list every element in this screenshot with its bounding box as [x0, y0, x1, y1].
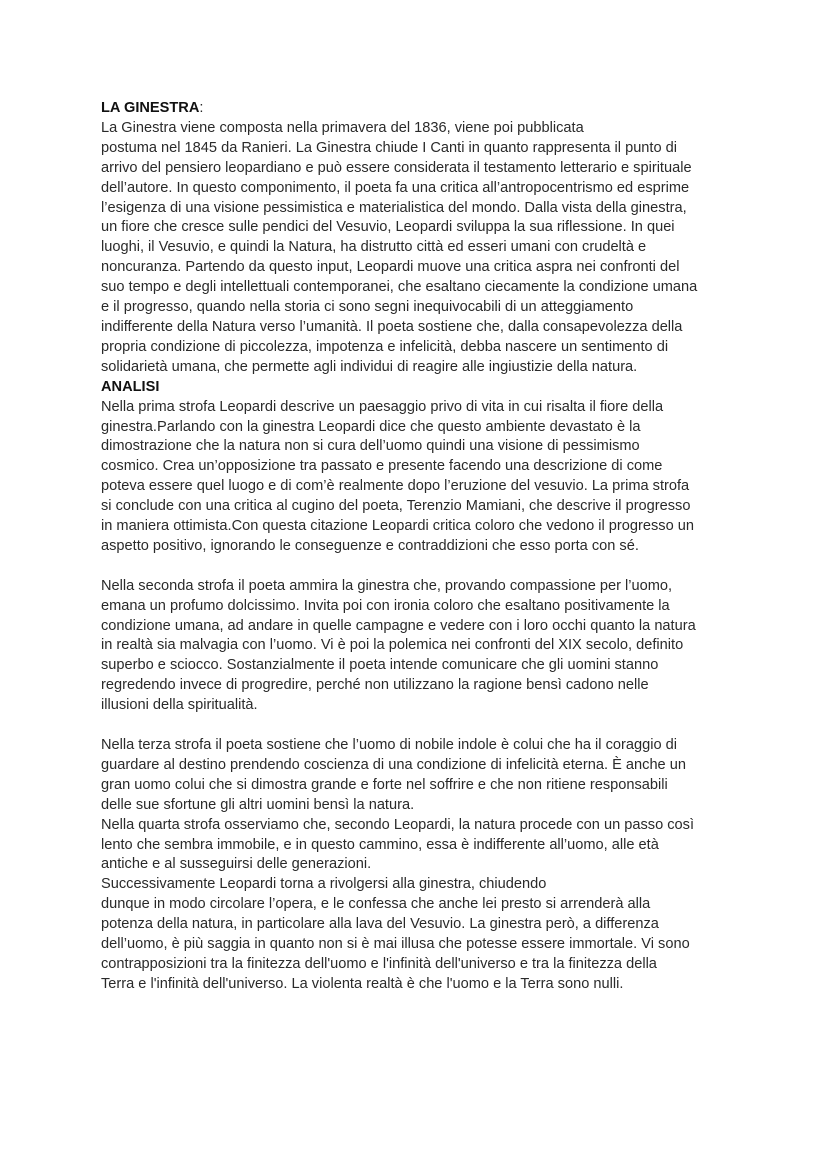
analysis-paragraph-3: Nella terza strofa il poeta sostiene che l’uomo di nobile indole è colui che ha il coraggio di guardare al destino prendendo coscienza di una condizione di infelicità eterna. È anche un gran uomo colui che si dimostra grande e forte nel soffrire e che non ritiene responsabili delle sue sfortune gli altri uomini bensì la natura. — [101, 736, 686, 813]
analysis-paragraph-2: Nella seconda strofa il poeta ammira la ginestra che, provando compassione per l’uomo, emana un profumo dolcissimo. Invita poi con ironia coloro che esaltano positivamente la condizione umana, ad andare in quelle campagne e vedere con i loro occhi quanto la natura in realtà sia malvagia con l’uomo. Vi è poi la polemica nei confronti del XIX secolo, definito superbo e sciocco. Sostanzialmente il poeta intende comunicare che gli uomini stanno regredendo invece di progredire, perché non utilizzano la ragione bensì cadono nelle illusioni della spiritualità. — [101, 577, 696, 714]
intro-paragraph: La Ginestra viene composta nella primavera del 1836, viene poi pubblicata postuma nel 1845 da Ranieri. La Ginestra chiude I Canti in quanto rappresenta il punto di arrivo del pensiero leopardiano e può essere considerata il testamento letterario e spirituale dell’autore. In questo componimento, il poeta fa una critica all’antropocentrismo ed esprime l’esigenza di una visione pessimistica e materialistica del mondo. Dalla vista della ginestra, un fiore che cresce sulle pendici del Vesuvio, Leopardi sviluppa la sua riflessione. In quei luoghi, il Vesuvio, e quindi la Natura, ha distrutto città ed esseri umani con crudeltà e noncuranza. Partendo da questo input, Leopardi muove una critica aspra nei confronti del suo tempo e degli intellettuali contemporanei, che esaltano ciecamente la condizione umana e il progresso, quando nella storia ci sono segni inequivocabili di un atteggiamento indifferente della Natura verso l’umanità. Il poeta sostiene che, dalla consapevolezza della propria condizione di piccolezza, impotenza e infelicità, debba nascere un sentimento di solidarietà umana, che permette agli individui di reagire alle ingiustizie della natura. — [101, 119, 698, 375]
paragraph-spacer — [101, 716, 731, 736]
analysis-heading: ANALISI — [101, 378, 160, 395]
title-line — [101, 99, 731, 119]
paragraph-spacer — [101, 557, 731, 577]
analysis-paragraph-5: Successivamente Leopardi torna a rivolgersi alla ginestra, chiudendo dunque in modo circolare l’opera, e le confessa che anche lei presto si arrenderà alla potenza della natura, in particolare alla lava del Vesuvio. La ginestra però, a differenza dell’uomo, è più saggia in quanto non si è mai illusa che potesse essere immortale. Vi sono contrapposizioni tra la finitezza dell'uomo e l'infinità dell'universo e tra la finitezza della Terra e l'infinità dell'universo. La violenta realtà è che l'uomo e la Terra sono nulli. — [101, 876, 690, 992]
analysis-paragraph-4: Nella quarta strofa osserviamo che, secondo Leopardi, la natura procede con un passo così lento che sembra immobile, e in questo cammino, essa è indifferente all’uomo, alle età antiche e al susseguirsi delle generazioni. — [101, 816, 695, 873]
document-title: LA GINESTRA — [101, 100, 200, 116]
document-page — [101, 99, 731, 995]
title-colon: : — [199, 100, 204, 116]
analysis-paragraph-1: Nella prima strofa Leopardi descrive un paesaggio privo di vita in cui risalta il fiore della ginestra.Parlando con la ginestra Leopardi dice che questo ambiente devastato è la dimostrazione che la natura non si cura dell’uomo quindi una visione di pessimismo cosmico. Crea un’opposizione tra passato e presente facendo una descrizione di come poteva essere quel luogo e di com’è realmente dopo l’eruzione del vesuvio. La prima strofa si conclude con una critica al cugino del poeta, Terenzio Mamiani, che descrive il progresso in maniera ottimista.Con questa citazione Leopardi critica coloro che vedono il progresso un aspetto positivo, ignorando le conseguenze e contraddizioni che esso porta con sé. — [101, 398, 694, 554]
